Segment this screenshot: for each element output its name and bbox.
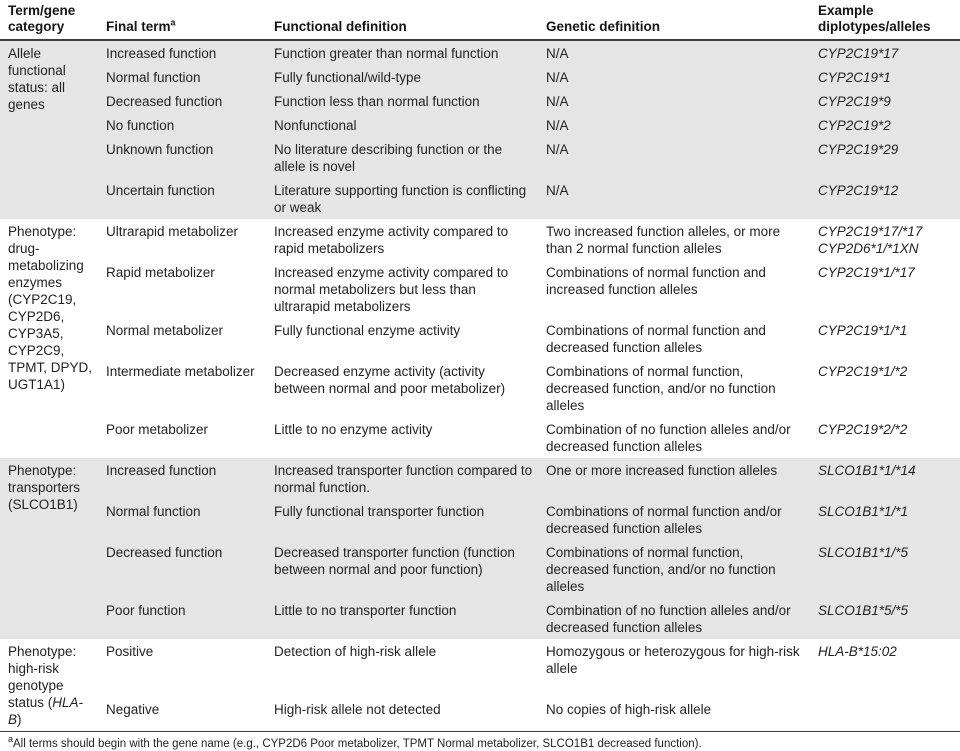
final-term-cell: Poor metabolizer [106, 422, 209, 437]
functional-definition-cell: Little to no enzyme activity [274, 422, 433, 437]
example-cell: SLCO1B1*1/*5 [818, 545, 909, 560]
functional-definition-cell: Detection of high-risk allele [274, 644, 437, 659]
column-header-functional-definition: Functional definition [274, 0, 546, 40]
table-row [0, 178, 960, 219]
example-cell: CYP2C19*1/*17 [818, 265, 915, 280]
genetic-definition-cell: Combinations of normal function and decreased function alleles [546, 323, 766, 355]
genetic-definition-cell: Combinations of normal function, decreased function, and/or no function alleles [546, 364, 776, 413]
table-row [0, 639, 960, 697]
final-term-cell: Negative [106, 702, 160, 718]
final-term-cell: Poor function [106, 603, 186, 618]
genetic-definition-cell: Combination of no function alleles and/or decreased function alleles [546, 422, 791, 454]
column-header-example-diplotypes: Example diplotypes/alleles [818, 0, 960, 40]
final-term-cell: Normal function [106, 504, 201, 519]
functional-definition-cell: Fully functional/wild-type [274, 70, 422, 85]
category-cell: Phenotype: high-risk genotype status (HLA-B) [8, 644, 84, 727]
table-row [0, 260, 960, 318]
section-phenotype-transporters [0, 458, 960, 639]
functional-definition-cell: Function greater than normal function [274, 46, 499, 61]
functional-definition-cell: No literature describing function or the allele is novel [274, 142, 503, 174]
final-term-cell: Unknown function [106, 142, 214, 157]
table-row [0, 113, 960, 137]
table-row [0, 417, 960, 458]
example-cell: CYP2C19*12 [818, 183, 899, 198]
column-header-genetic-definition: Genetic definition [546, 0, 818, 40]
footnote-marker: a [8, 734, 14, 745]
example-cell: CYP2C19*1/*2 [818, 364, 908, 379]
functional-definition-cell: High-risk allele not detected [274, 702, 441, 718]
section-phenotype-high-risk-genotype [0, 639, 960, 731]
genetic-definition-cell: Two increased function alleles, or more than 2 normal function alleles [546, 224, 781, 256]
functional-definition-cell: Little to no transporter function [274, 603, 457, 618]
table-footnote [0, 731, 960, 751]
column-header-final-term: Final term$^a$ [106, 0, 274, 40]
genetic-definition-cell: Combinations of normal function and increased function alleles [546, 265, 766, 297]
gene-name: HLA-B [8, 695, 84, 727]
functional-definition-cell: Increased transporter function compared to normal function. [274, 463, 533, 495]
genetic-definition-cell: N/A [546, 70, 569, 85]
table-row [0, 89, 960, 113]
column-header-category: Term/gene category [0, 0, 106, 40]
functional-definition-cell: Nonfunctional [274, 118, 357, 133]
final-term-cell: Increased function [106, 46, 217, 61]
example-cell [818, 219, 960, 260]
genetic-definition-cell: Homozygous or heterozygous for high-risk allele [546, 644, 800, 676]
example-cell: CYP2C19*17 [818, 46, 899, 61]
table-row [0, 40, 960, 65]
table-row [0, 458, 960, 499]
final-term-cell: Positive [106, 644, 154, 659]
functional-definition-cell: Decreased transporter function (function between normal and poor function) [274, 545, 515, 577]
genetic-definition-cell: N/A [546, 94, 569, 109]
section-allele-functional-status [0, 40, 960, 219]
example-cell: CYP2C19*29 [818, 142, 899, 157]
category-cell: Allele functional status: all genes [8, 46, 66, 112]
functional-definition-cell: Function less than normal function [274, 94, 480, 109]
final-term-cell: Ultrarapid metabolizer [106, 224, 239, 239]
table-header [0, 0, 960, 40]
table-row [0, 540, 960, 598]
category-cell: Phenotype: transporters (SLCO1B1) [8, 463, 81, 512]
example-allele: CYP2D6*1/*1XN [818, 241, 919, 256]
example-cell: CYP2C19*2 [818, 118, 891, 133]
final-term-cell: Uncertain function [106, 183, 215, 198]
final-term-cell: Normal function [106, 70, 201, 85]
table-row [0, 697, 960, 731]
table-row [0, 499, 960, 540]
table-row [0, 137, 960, 178]
functional-definition-cell: Increased enzyme activity compared to rapid metabolizers [274, 224, 509, 256]
genetic-definition-cell: No copies of high-risk allele [546, 702, 712, 718]
final-term-cell: Rapid metabolizer [106, 265, 215, 280]
functional-definition-cell: Fully functional transporter function [274, 504, 485, 519]
final-term-cell: Normal metabolizer [106, 323, 224, 338]
example-allele: CYP2C19*17/*17 [818, 224, 923, 239]
functional-definition-cell: Literature supporting function is conflicting or weak [274, 183, 527, 215]
example-cell: SLCO1B1*1/*1 [818, 504, 909, 519]
category-cell: Phenotype: drug-metabolizing enzymes (CYP2C19, CYP2D6, CYP3A5, CYP2C9, TPMT, DPYD, UGT1A1) [8, 224, 93, 392]
genetic-definition-cell: One or more increased function alleles [546, 463, 778, 478]
example-cell: CYP2C19*2/*2 [818, 422, 908, 437]
genetic-definition-cell: N/A [546, 183, 569, 198]
genetic-definition-cell: N/A [546, 46, 569, 61]
table-row [0, 65, 960, 89]
example-cell [818, 697, 960, 731]
header-row [0, 0, 960, 40]
footnote-marker: a [170, 17, 176, 28]
final-term-cell: Increased function [106, 463, 217, 478]
table-row [0, 359, 960, 417]
example-cell: CYP2C19*9 [818, 94, 891, 109]
functional-definition-cell: Increased enzyme activity compared to normal metabolizers but less than ultrarapid metabolizers [274, 265, 509, 314]
genetic-definition-cell: Combination of no function alleles and/or decreased function alleles [546, 603, 791, 635]
example-cell: SLCO1B1*5/*5 [818, 603, 909, 618]
final-term-cell: Intermediate metabolizer [106, 364, 255, 379]
functional-definition-cell: Fully functional enzyme activity [274, 323, 461, 338]
example-cell: CYP2C19*1/*1 [818, 323, 908, 338]
genetic-definition-cell: N/A [546, 118, 569, 133]
final-term-cell: Decreased function [106, 94, 223, 109]
example-cell: HLA-B*15:02 [818, 644, 897, 659]
example-cell: SLCO1B1*1/*14 [818, 463, 916, 478]
genetic-definition-cell: N/A [546, 142, 569, 157]
example-cell: CYP2C19*1 [818, 70, 891, 85]
table-row [0, 318, 960, 359]
final-term-cell: Decreased function [106, 545, 223, 560]
footnote-text: All terms should begin with the gene name (e.g., CYP2D6 Poor metabolizer, TPMT Normal metabolizer, SLCO1B1 decreased function). [13, 738, 702, 750]
section-phenotype-drug-metabolizing-enzymes [0, 219, 960, 458]
final-term-cell: No function [106, 118, 175, 133]
genetic-definition-cell: Combinations of normal function, decreased function, and/or no function alleles [546, 545, 776, 594]
table-row [0, 598, 960, 639]
genetic-definition-cell: Combinations of normal function and/or decreased function alleles [546, 504, 782, 536]
table-row [0, 219, 960, 260]
functional-definition-cell: Decreased enzyme activity (activity between normal and poor metabolizer) [274, 364, 506, 396]
